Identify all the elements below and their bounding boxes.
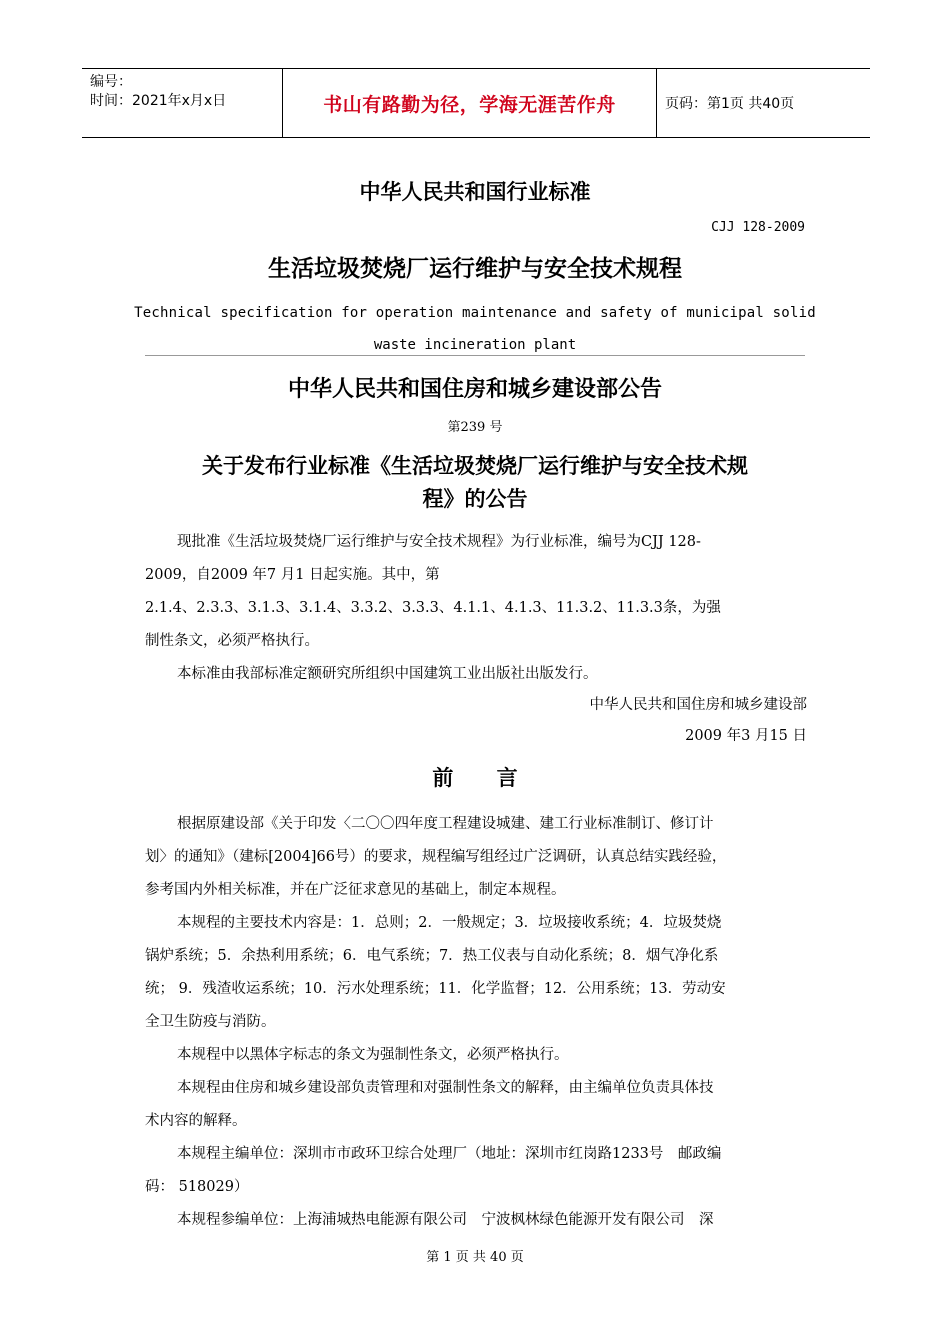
- issue-date: 2009 年3 月15 日: [685, 728, 807, 744]
- notice-body: [145, 526, 807, 691]
- document-title: 生活垃圾焚烧厂运行维护与安全技术规程: [268, 256, 682, 282]
- notice-heading: 中华人民共和国住房和城乡建设部公告: [287, 377, 662, 402]
- issuer: 中华人民共和国住房和城乡建设部: [589, 697, 807, 713]
- foreword-line: 全卫生防疫与消防。: [145, 1014, 276, 1030]
- page-footer: 第 1 页 共 40 页: [426, 1250, 524, 1265]
- announcement-heading-line1: 关于发布行业标准《生活垃圾焚烧厂运行维护与安全技术规: [202, 454, 748, 478]
- foreword-body: [145, 808, 807, 1237]
- announcement-heading: [0, 450, 950, 516]
- foreword-line: 本规程的主要技术内容是：1．总则；2．一般规定；3．垃圾接收系统；4．垃圾焚烧: [177, 915, 722, 931]
- header-motto: 书山有路勤为径，学海无涯苦作舟: [282, 69, 657, 137]
- foreword-line: 本规程主编单位：深圳市市政环卫综合处理厂（地址：深圳市红岗路1233号 邮政编: [177, 1146, 722, 1162]
- header-page-info: 页码：第1页 共40页: [665, 96, 795, 112]
- announcement-heading-line2: 程》的公告: [422, 487, 528, 511]
- foreword-heading: 前 言: [432, 766, 518, 790]
- notice-paragraph-2: 本标准由我部标准定额研究所组织中国建筑工业出版社出版发行。: [177, 666, 598, 682]
- notice-paragraph-line: 现批准《生活垃圾焚烧厂运行维护与安全技术规程》为行业标准，编号为CJJ 128-: [177, 534, 701, 550]
- foreword-line: 统； 9．残渣收运系统；10．污水处理系统；11．化学监督；12．公用系统；13．劳动安: [145, 981, 726, 997]
- page-header: [82, 68, 870, 138]
- foreword-line: 根据原建设部《关于印发〈二〇〇四年度工程建设城建、建工行业标准制订、修订计: [177, 816, 714, 832]
- header-time-label: 时间：2021年x月x日: [90, 93, 227, 109]
- foreword-line: 术内容的解释。: [145, 1113, 247, 1129]
- foreword-line: 本规程中以黑体字标志的条文为强制性条文，必须严格执行。: [177, 1047, 569, 1063]
- foreword-line: 划〉的通知》（建标[2004]66号）的要求，规程编写组经过广泛调研，认真总结实践经验，: [145, 849, 727, 865]
- industry-standard-heading: 中华人民共和国行业标准: [359, 180, 591, 204]
- notice-number: 第239 号: [447, 420, 503, 435]
- header-number-label: 编号：: [90, 74, 132, 90]
- foreword-line: 锅炉系统；5．余热利用系统；6．电气系统；7．热工仪表与自动化系统；8．烟气净化系: [145, 948, 719, 964]
- foreword-line: 本规程由住房和城乡建设部负责管理和对强制性条文的解释，由主编单位负责具体技: [177, 1080, 714, 1096]
- foreword-line: 码： 518029）: [145, 1179, 249, 1195]
- standard-code: CJJ 128-2009: [711, 220, 805, 235]
- notice-paragraph-line: 2.1.4、2.3.3、3.1.3、3.1.4、3.3.2、3.3.3、4.1.1、4.1.3、11.3.2、11.3.3条，为强: [145, 600, 721, 616]
- foreword-line: 本规程参编单位：上海浦城热电能源有限公司 宁波枫林绿色能源开发有限公司 深: [177, 1212, 714, 1228]
- notice-paragraph-line: 2009，自2009 年7 月1 日起实施。其中，第: [145, 567, 440, 583]
- foreword-line: 参考国内外相关标准，并在广泛征求意见的基础上，制定本规程。: [145, 882, 566, 898]
- header-meta: [90, 73, 282, 111]
- notice-paragraph-line: 制性条文，必须严格执行。: [145, 633, 319, 649]
- english-title-line2: waste incineration plant: [373, 337, 577, 353]
- title-divider: [145, 355, 805, 356]
- english-title-line1: Technical specification for operation maintenance and safety of municipal solid: [134, 305, 816, 321]
